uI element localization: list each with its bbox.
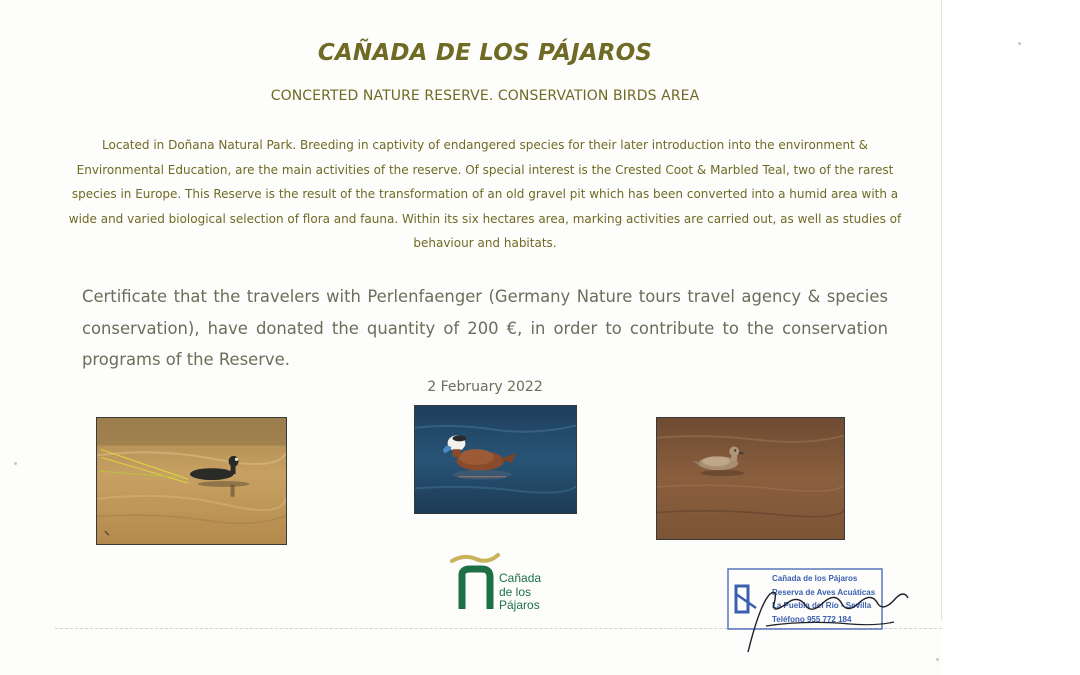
official-stamp-and-signature	[726, 564, 911, 654]
scan-speck	[14, 462, 17, 465]
stamp-text-line: Cañada de los Pájaros	[772, 574, 858, 583]
scan-speck	[1018, 42, 1021, 45]
crested-coot-image	[97, 418, 286, 544]
crested-coot-photo	[96, 417, 287, 545]
stamp-text-line: La Puebla del Río - Sevilla	[772, 601, 872, 610]
official-stamp-image	[726, 564, 911, 654]
document-subtitle: CONCERTED NATURE RESERVE. CONSERVATION BIRDS AREA	[270, 88, 700, 104]
logo-text-line: Pájaros	[499, 598, 540, 612]
white-headed-duck-image	[415, 406, 576, 513]
logo-text-line: Cañada	[499, 571, 542, 585]
donation-certificate-text: Certificate that the travelers with Perlenfaenger (Germany Nature tours travel agency & species conservation), have donated the quantity of 200 €, in order to contribute to the conservation programs of the Reserve.	[82, 287, 888, 369]
reserve-logo-mark	[450, 553, 500, 615]
white-headed-duck-photo	[414, 405, 577, 514]
stamp-text-line: Reserva de Aves Acuáticas	[772, 588, 876, 597]
reserve-logo-text	[499, 572, 569, 613]
marbled-teal-photo	[656, 417, 845, 540]
marbled-teal-image	[657, 418, 844, 539]
reserve-logo	[450, 553, 560, 615]
certificate-date: 2 February 2022	[427, 379, 543, 395]
reserve-description: Located in Doñana Natural Park. Breeding in captivity of endangered species for their later introduction into the environment & Environmental Education, are the main activities of the reserve. Of special interest is the Crested Coot & Marbled Teal, two of the rarest species in Europe. This Reserve is the result of the transformation of an old gravel pit which has been converted into a humid area with a wide and varied biological selection of flora and fauna. Within its six hectares area, marking activities are carried out, as well as studies of behaviour and habitats.	[68, 138, 902, 250]
scan-speck	[936, 658, 939, 661]
stamp-text-line: Teléfono 955 772 184	[772, 615, 852, 624]
logo-text-line: de los	[499, 584, 532, 599]
document-title: CAÑADA DE LOS PÁJAROS	[317, 40, 653, 66]
